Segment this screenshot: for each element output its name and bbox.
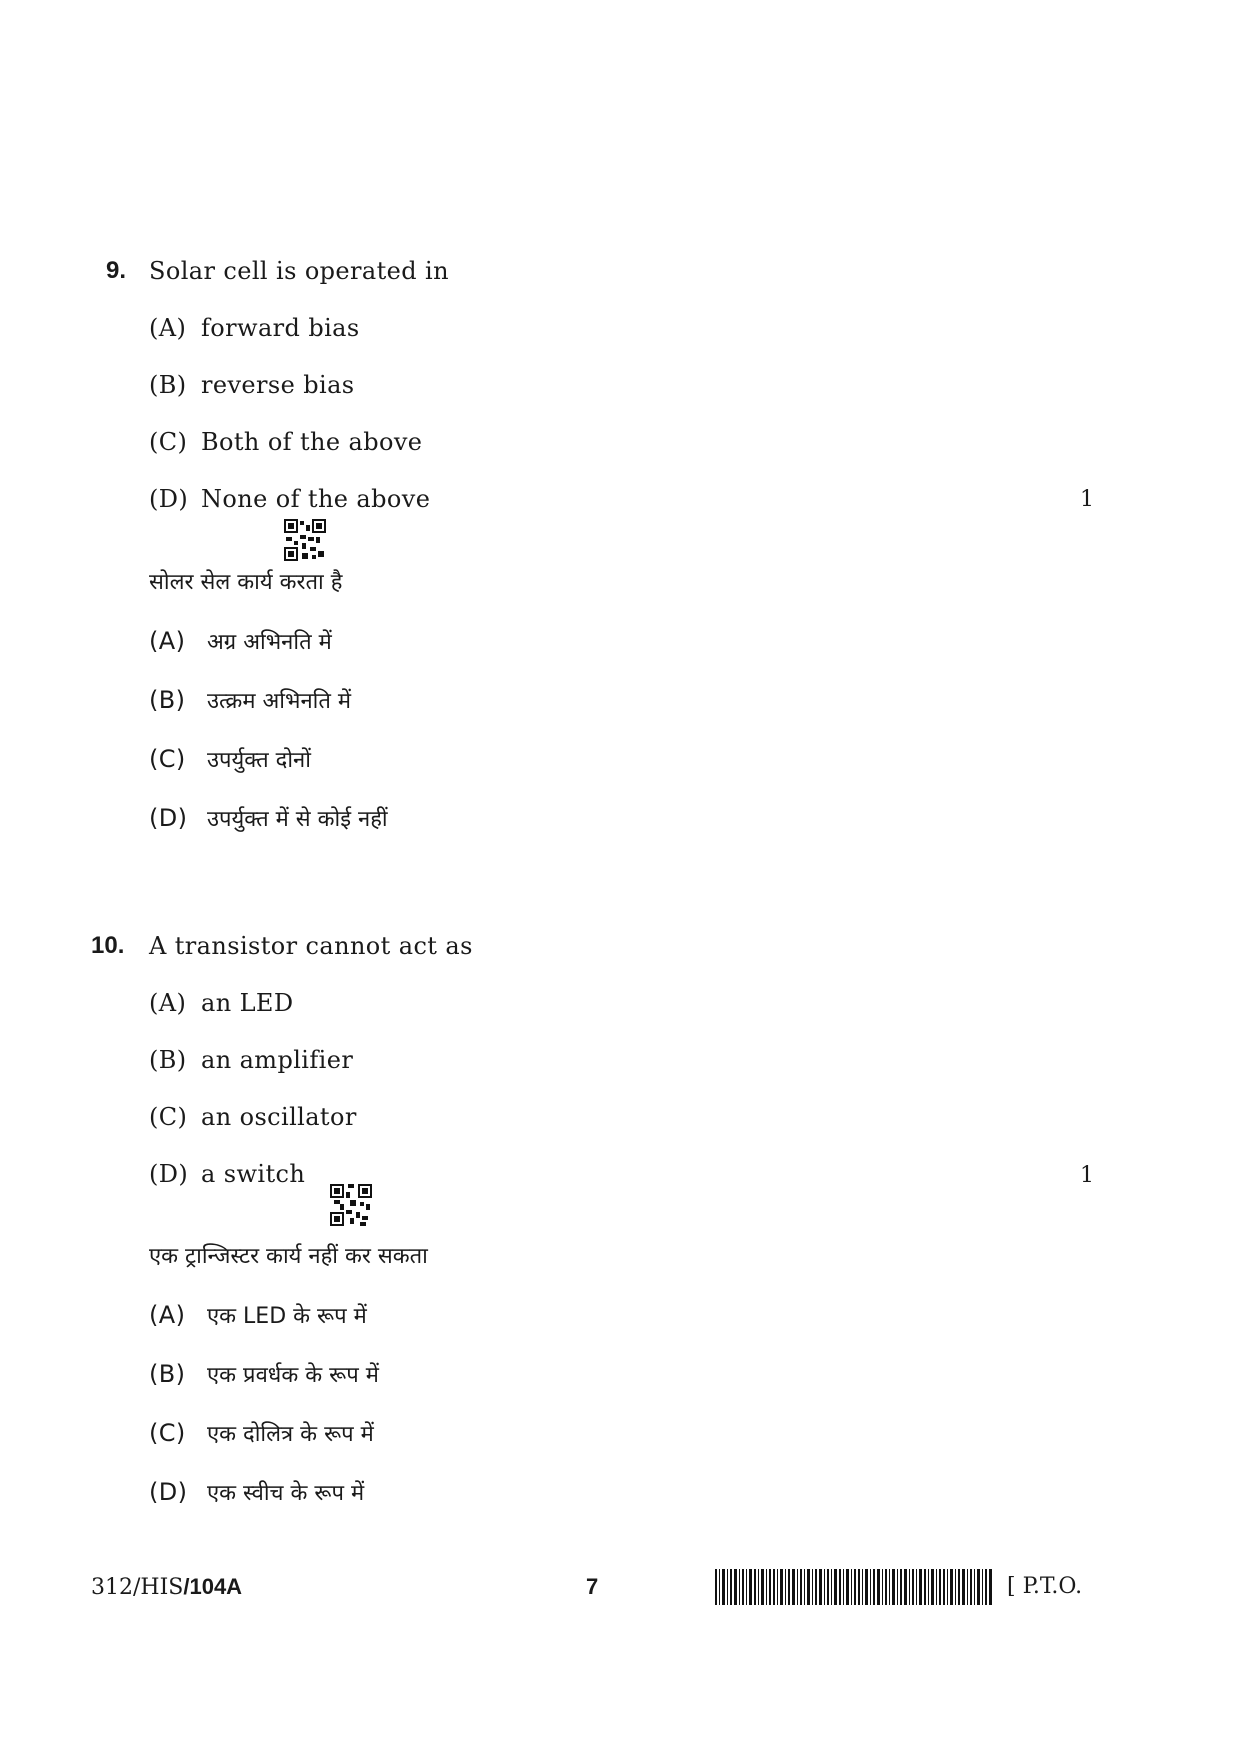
option-label: (A) [149,989,187,1017]
option-label: (D) [149,1160,189,1188]
option-label: (D) [149,485,189,513]
option-text: forward bias [201,314,360,342]
q9-option-b-hi [149,685,351,715]
option-label: (D) [149,1478,188,1506]
paper-code-bold: /104A [183,1574,243,1599]
option-text: a switch [201,1160,306,1188]
q10-option-c-hi [149,1418,374,1448]
option-label: (B) [149,1046,187,1074]
option-text: Both of the above [201,428,423,456]
option-label: (B) [149,1360,186,1388]
barcode-icon [715,1569,995,1605]
q10-option-a-en [149,989,294,1017]
option-text: None of the above [201,485,431,513]
option-label: (C) [149,1103,188,1131]
qr-code-icon [330,1184,372,1226]
question-10-number: 10. [91,932,125,959]
q9-option-a-en [149,314,360,342]
option-label: (A) [149,627,186,655]
question-10-text-hi: एक ट्रान्जिस्टर कार्य नहीं कर सकता [149,1244,428,1269]
option-label: (A) [149,314,187,342]
q10-option-b-hi [149,1359,379,1389]
option-text: उत्क्रम अभिनति में [207,689,352,714]
option-label: (D) [149,804,188,832]
question-10-text-en: A transistor cannot act as [149,932,473,960]
q9-option-c-en [149,428,422,456]
option-label: (B) [149,371,187,399]
qr-code-icon [284,519,326,561]
q10-option-a-hi [149,1300,367,1330]
option-label: (C) [149,745,186,773]
q9-option-d-en [149,485,430,513]
option-text: उपर्युक्त में से कोई नहीं [207,807,388,832]
option-text: एक LED के रूप में [207,1304,367,1329]
q10-option-b-en [149,1046,353,1074]
option-text: एक स्वीच के रूप में [207,1481,365,1506]
q9-marks: 1 [1080,487,1094,512]
q10-option-d-en [149,1160,305,1188]
option-text: an amplifier [201,1046,354,1074]
paper-code [91,1574,242,1600]
q10-marks: 1 [1080,1163,1094,1188]
option-label: (C) [149,1419,186,1447]
option-label: (A) [149,1301,186,1329]
q10-option-d-hi [149,1477,364,1507]
option-text: अग्र अभिनति में [207,630,332,655]
question-9-text-hi: सोलर सेल कार्य करता है [149,570,343,595]
option-text: एक दोलित्र के रूप में [207,1422,374,1447]
q9-option-c-hi [149,744,311,774]
question-9-number: 9. [106,257,127,284]
q9-option-d-hi [149,803,388,833]
q9-option-a-hi [149,626,332,656]
option-text: उपर्युक्त दोनों [207,748,311,773]
question-9-text-en: Solar cell is operated in [149,257,449,285]
paper-code-prefix: 312/HIS [91,1575,184,1600]
option-text: reverse bias [201,371,355,399]
option-text: an oscillator [201,1103,357,1131]
option-label: (C) [149,428,188,456]
option-label: (B) [149,686,186,714]
option-text: एक प्रवर्धक के रूप में [207,1363,379,1388]
q9-option-b-en [149,371,355,399]
q10-option-c-en [149,1103,357,1131]
page-number: 7 [586,1574,599,1599]
option-text: an LED [201,989,294,1017]
pto-label: [ P.T.O. [1007,1574,1083,1599]
